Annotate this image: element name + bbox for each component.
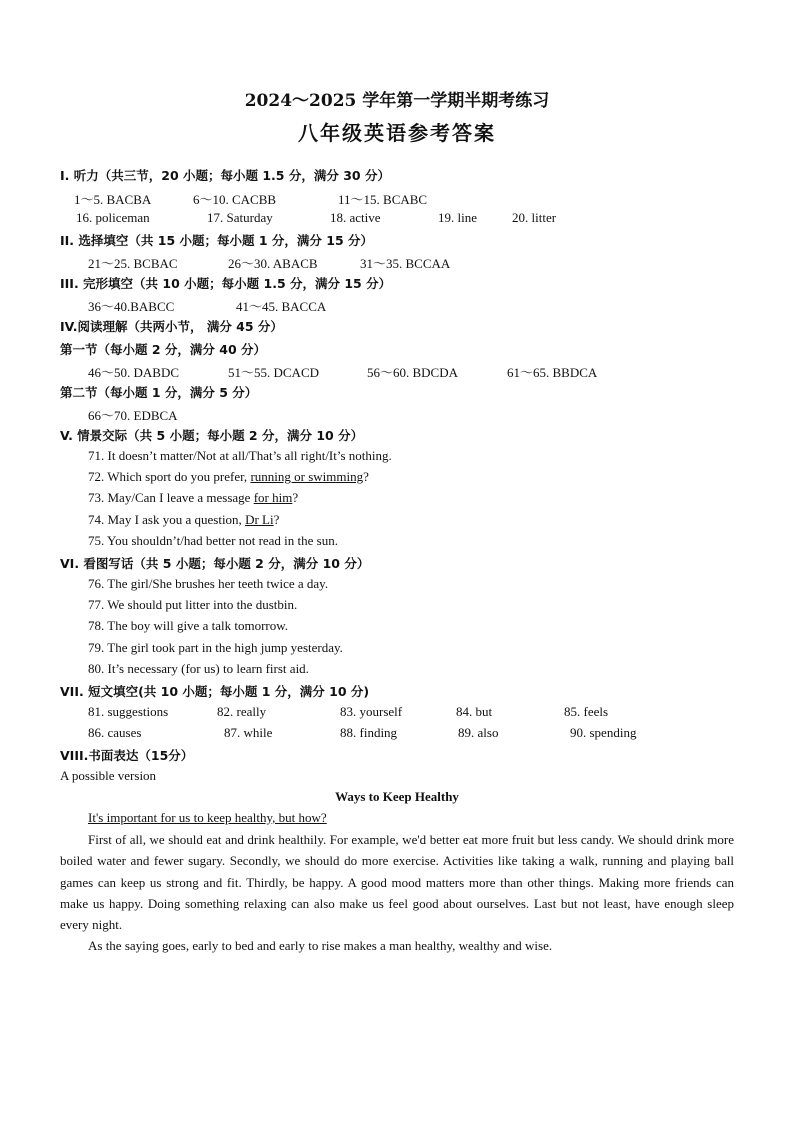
answer-group: 56～60. BDCDA [367, 365, 459, 380]
essay-body: First of all, we should eat and drink healthily. For example, we'd better eat more fruit but less candy. We should drink more boiled water and fewer sugary. Secondly, we should do more exercise. Activities like taking a walk, running and playing ball games can keep us strong and fit. Thirdly, be happy. A good mood matters more than other things. Making more friends can make us happy. Doing something relaxing can also make us feel good about ourselves. Last but not least, have enough sleep every night. [60, 832, 734, 933]
section-6-heading: VI. 看图写话（共 5 小题；每小题 2 分，满分 10 分） [60, 556, 370, 571]
answer-item: 86. causes [88, 725, 142, 740]
section-5-heading: V. 情景交际（共 5 小题；每小题 2 分，满分 10 分） [60, 428, 364, 443]
answer-72 [88, 469, 369, 485]
answer-group: 51～55. DCACD [228, 365, 320, 380]
answer-71: 71. It doesn’t matter/Not at all/That’s all right/It’s nothing. [88, 448, 392, 463]
answer-79: 79. The girl took part in the high jump yesterday. [88, 640, 343, 655]
essay-title: Ways to Keep Healthy [335, 789, 459, 804]
answer-item: 81. suggestions [88, 704, 169, 719]
answer-item: 85. feels [564, 704, 609, 719]
underlined-answer: Dr Li [245, 512, 274, 527]
answer-group: 66～70. EDBCA [88, 408, 178, 423]
answer-item: 19. line [438, 210, 477, 225]
answer-77: 77. We should put litter into the dustbin. [88, 597, 298, 612]
essay-intro: It's important for us to keep healthy, but how? [88, 810, 327, 825]
answer-text: ? [363, 469, 369, 484]
answer-group: 36～40.BABCC [88, 299, 175, 314]
section-3-heading: III. 完形填空（共 10 小题；每小题 1.5 分，满分 15 分） [60, 276, 392, 291]
section-8-heading: VIII.书面表达（15分） [60, 748, 194, 763]
answer-group: 11～15. BCABC [338, 192, 428, 207]
answer-item: 88. finding [340, 725, 398, 740]
section-1-heading: I. 听力（共三节，20 小题；每小题 1.5 分，满分 30 分） [60, 168, 390, 183]
answer-text: 74. May I ask you a question, [88, 512, 246, 527]
answer-key-subtitle: 八年级英语参考答案 [298, 121, 496, 145]
underlined-answer: for him [253, 490, 293, 505]
answer-group: 41～45. BACCA [236, 299, 327, 314]
answer-group: 1～5. BACBA [74, 192, 152, 207]
answer-group: 61～65. BBDCA [507, 365, 598, 380]
answer-76: 76. The girl/She brushes her teeth twice a day. [88, 576, 329, 591]
answer-item: 90. spending [570, 725, 637, 740]
answer-item: 16. policeman [76, 210, 150, 225]
answer-item: 18. active [330, 210, 381, 225]
answer-item: 82. really [217, 704, 267, 719]
exam-title: 2024～2025 学年第一学期半期考练习 [244, 91, 550, 111]
answer-item: 20. litter [512, 210, 557, 225]
answer-73 [88, 490, 298, 506]
section-4-part-2-heading: 第二节（每小题 1 分，满分 5 分） [60, 385, 258, 400]
answer-group: 46～50. DABDC [88, 365, 180, 380]
section-4-heading: IV.阅读理解（共两小节， 满分 45 分） [60, 319, 283, 334]
answer-78: 78. The boy will give a talk tomorrow. [88, 618, 289, 633]
answer-item: 83. yourself [340, 704, 403, 719]
answer-item: 87. while [224, 725, 273, 740]
section-2-heading: II. 选择填空（共 15 小题；每小题 1 分，满分 15 分） [60, 233, 374, 248]
answer-group: 6～10. CACBB [193, 192, 277, 207]
answer-item: 89. also [458, 725, 499, 740]
answer-text: ? [273, 512, 280, 527]
section-7-heading: VII. 短文填空(共 10 小题；每小题 1 分，满分 10 分) [60, 684, 370, 699]
answer-text: 72. Which sport do you prefer, [88, 469, 251, 484]
underlined-answer: running or swimming [250, 469, 364, 484]
answer-74 [88, 512, 279, 528]
answer-text: ? [292, 490, 299, 505]
essay-conclusion: As the saying goes, early to bed and early to rise makes a man healthy, wealthy and wise. [88, 938, 553, 953]
answer-item: 17. Saturday [207, 210, 273, 225]
answer-group: 31～35. BCCAA [360, 256, 451, 271]
answer-80: 80. It’s necessary (for us) to learn first aid. [88, 661, 309, 676]
version-label: A possible version [60, 768, 157, 783]
answer-group: 21～25. BCBAC [88, 256, 178, 271]
answer-text: 73. May/Can I leave a message [88, 490, 254, 505]
section-4-part-1-heading: 第一节（每小题 2 分，满分 40 分） [60, 342, 267, 357]
answer-75: 75. You shouldn’t/had better not read in the sun. [88, 533, 338, 548]
answer-group: 26～30. ABACB [228, 256, 318, 271]
answer-item: 84. but [456, 704, 493, 719]
